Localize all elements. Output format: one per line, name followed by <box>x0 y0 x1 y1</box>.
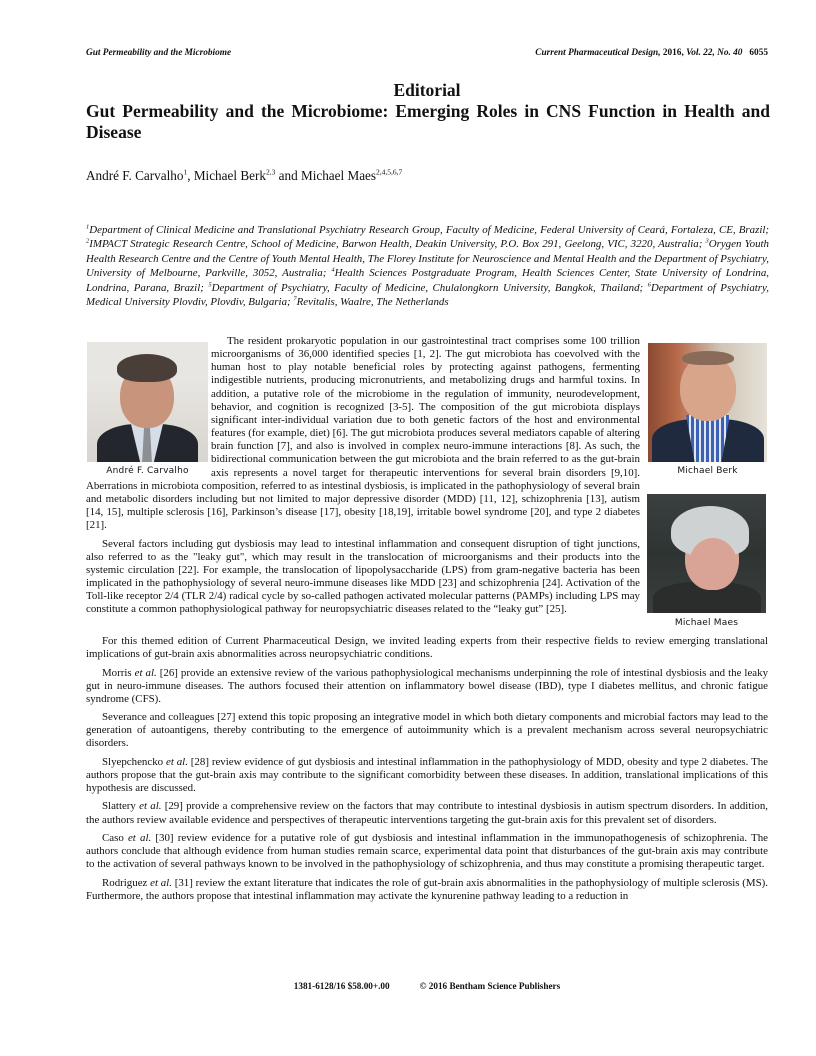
affiliation-marker: 4 <box>331 266 335 274</box>
author-name: Michael Maes <box>300 168 377 183</box>
journal-volume: Vol. 22, No. 40 <box>686 48 743 58</box>
paragraph-slattery <box>86 800 768 826</box>
author-affiliation-marker: 2,3 <box>265 167 276 177</box>
article-title: Gut Permeability and the Microbiome: Emerging Roles in CNS Function in Health and Disease <box>86 101 770 142</box>
paragraph-severance: Severance and colleagues [27] extend this topic proposing an integrative model in which both dietary components and microbial factors may lead to the generation of autoantigens, thereby contributing to the emergence of autoimmunity which is a prevalent mechanism across several neuropsychiatric disorders. <box>86 711 768 750</box>
reviewer-name: Rodriguez <box>102 876 151 889</box>
running-head-title: Gut Permeability and the Microbiome <box>86 48 232 58</box>
paragraph-slyepchencko <box>86 756 768 795</box>
running-head <box>86 48 768 62</box>
affiliation-marker: 2 <box>86 237 90 245</box>
reviewer-name: Slyepchencko <box>102 755 166 768</box>
affiliation-text: Health Sciences Postgraduate Program, Health Sciences Center, State University of Londrina, Londrina, Parana, Brazil; <box>86 267 769 294</box>
et-al: et al. <box>150 876 172 889</box>
affiliation-marker: 7 <box>293 295 297 303</box>
paragraph-intro: The resident prokaryotic population in our gastrointestinal tract comprises some 100 trillion microorganisms of 36,000 identified species [1, 2]. The gut microbiota has coevolved with the human host to play notable beneficial roles by protecting against pathogens, fermenting indigestible nutrients, producing micronutrients, and metabolizing drugs and harmful toxins. In addition, a putative role of the microbiome in the regulation of immunity, neurodevelopment, behavior, and cognition is recognized [3-5]. The composition of the gut microbiota displays significant inter-individual variation due to both genetic factors of the host and environmental features (for example, diet) [6]. The gut microbiota produces several mediators capable of altering brain function [7], and also is involved in complex neuro-immune interactions [8]. As such, the bidirectional communication between the gut microbiota and the brain referred to as the gut-brain axis represents a novel target for therapeutic interventions for several brain disorders [9,10]. Aberrations in microbiota composition, referred to as intestinal dysbiosis, is implicated in the pathophysiology of several brain and metabolic disorders including but not limited to major depressive disorder (MDD) [11, 12], schizophrenia [13], autism [14, 15], multiple sclerosis [16], Parkinson’s disease [17], obesity [18,19], irritable bowel syndrome [20], and type 2 diabetes [21]. <box>86 335 640 532</box>
paragraph-themed-edition: For this themed edition of Current Pharmaceutical Design, we invited leading experts from their respective fields to review emerging translational implications of gut-brain axis abnormalities across neuropsychiatric conditions. <box>86 635 768 661</box>
paragraph-text: [28] review evidence of gut dysbiosis and intestinal inflammation in the pathophysiology of MDD, obesity and type 2 diabetes. The authors propose that the gut-brain axis may contribute to the significant comorbidity between these diseases. In addition, translational implications of this hypothesis are discussed. <box>86 755 769 795</box>
paragraph-morris <box>86 667 768 706</box>
issn-price: 1381-6128/16 $58.00+.00 <box>293 981 390 991</box>
et-al: et al. <box>127 831 152 844</box>
copyright: © 2016 Bentham Science Publishers <box>419 981 561 991</box>
affiliation-text: Department of Psychiatry, Faculty of Medicine, Chulalongkorn University, Bangkok, Thailand; <box>211 281 648 294</box>
et-al: et al. <box>165 755 188 768</box>
author-affiliation-marker: 1 <box>183 167 188 177</box>
reviewer-name: Morris <box>102 666 135 679</box>
paragraph-text: [31] review the extant literature that indicates the role of gut-brain axis abnormalities in the pathophysiology of multiple sclerosis (MS). Furthermore, the authors propose that intestinal inflammation may activate the kynurenine pathway leading to a reduction in <box>86 876 768 902</box>
affiliation-text: Department of Clinical Medicine and Translational Psychiatry Research Group, Faculty of Medicine, Federal University of Ceará, Fortaleza, CE, Brazil; <box>89 224 769 236</box>
paragraph-rodriguez <box>86 877 768 903</box>
paragraph-caso <box>86 832 768 871</box>
article-type-label: Editorial <box>393 80 461 100</box>
affiliation-text: Revitalis, Waalre, The Netherlands <box>296 296 449 309</box>
photo-caption-berk: Michael Berk <box>677 466 738 476</box>
et-al: et al. <box>134 666 157 679</box>
paragraph-text: [29] provide a comprehensive review on the factors that may contribute to intestinal dysbiosis in autism spectrum disorders. In addition, the authors review available evidence and perspectives of therapeutic interventions targeting the gut-brain axis for this prevalent set of disorders. <box>86 800 768 826</box>
author-name: André F. Carvalho <box>86 168 184 183</box>
author-separator: and <box>275 168 301 183</box>
journal-name: Current Pharmaceutical Design, <box>535 48 661 58</box>
affiliation-text: Department of Psychiatry, Medical University Plovdiv, Plovdiv, Bulgaria; <box>86 281 769 309</box>
affiliation-marker: 3 <box>705 237 709 245</box>
affiliation-text: IMPACT Strategic Research Centre, School of Medicine, Barwon Health, Deakin University, P.O. Box 291, Geelong, VIC, 3220, Australia; <box>89 238 706 251</box>
author-name: Michael Berk <box>193 168 266 183</box>
photo-caption-maes: Michael Maes <box>674 618 739 628</box>
affiliation-marker: 5 <box>208 281 212 289</box>
page-number: 6055 <box>749 48 768 58</box>
photo-float-spacer-left <box>86 335 211 478</box>
running-head-citation <box>535 48 768 58</box>
paragraph-text: [26] provide an extensive review of the various pathophysiological mechanisms underpinning the role of intestinal dysbiosis and the leaky gut in neuro-immune diseases. The authors focused their attention on inflammatory bowel disease (IBD), type I diabetes mellitus, and chronic fatigue syndrome (CFS). <box>86 666 769 705</box>
article-body <box>86 335 768 903</box>
reviewer-name: Slattery <box>102 800 140 813</box>
photo-float-spacer-right <box>640 335 768 635</box>
photo-caption-carvalho: André F. Carvalho <box>106 466 189 476</box>
affiliation-marker: 1 <box>86 223 90 231</box>
page-footer <box>86 981 768 991</box>
affiliation-marker: 6 <box>647 281 651 289</box>
paragraph-leaky-gut: Several factors including gut dysbiosis may lead to intestinal inflammation and consequent disruption of tight junctions, also referred to as the "leaky gut", which may result in the translocation of microorganisms and their products into the systemic circulation [22]. For example, the translocation of lipopolysaccharide (LPS) from gram-negative bacteria has been implicated in the pathophysiology of several neuro-immune diseases like MDD [23] and schizophrenia [24]. Activation of the Toll-like receptor 2/4 (TLR 2/4) radical cycle by so-called pathogen activated molecular patterns (PAMPs) including LPS may constitute a common pathophysiological pathway for neuropsychiatric diseases related to the “leaky gut” [25]. <box>86 537 640 616</box>
reviewer-name: Caso <box>102 831 128 844</box>
et-al: et al. <box>139 800 162 813</box>
journal-year: 2016, <box>662 48 684 58</box>
author-separator: , <box>187 168 194 183</box>
author-affiliation-marker: 2,4,5,6,7 <box>376 167 403 177</box>
paragraph-text: [30] review evidence for a putative role of gut dysbiosis and intestinal inflammation in the immunopathogenesis of schizophrenia. The authors conclude that although evidence from human studies remain scarce, experimental data point that disturbances of the gut-brain axis may contribute to the activation of several pathways known to be involved in the pathophysiology of schizophrenia, and thus may constitute a promising therapeutic target. <box>86 831 768 871</box>
author-list <box>86 168 768 184</box>
affiliation-text: Orygen Youth Health Research Centre and the Centre of Youth Mental Health, The Florey Institute for Neuroscience and Mental Health and the Department of Psychiatry, University of Melbourne, Parkville, 3052, Australia; <box>86 238 770 280</box>
affiliations <box>86 223 769 310</box>
